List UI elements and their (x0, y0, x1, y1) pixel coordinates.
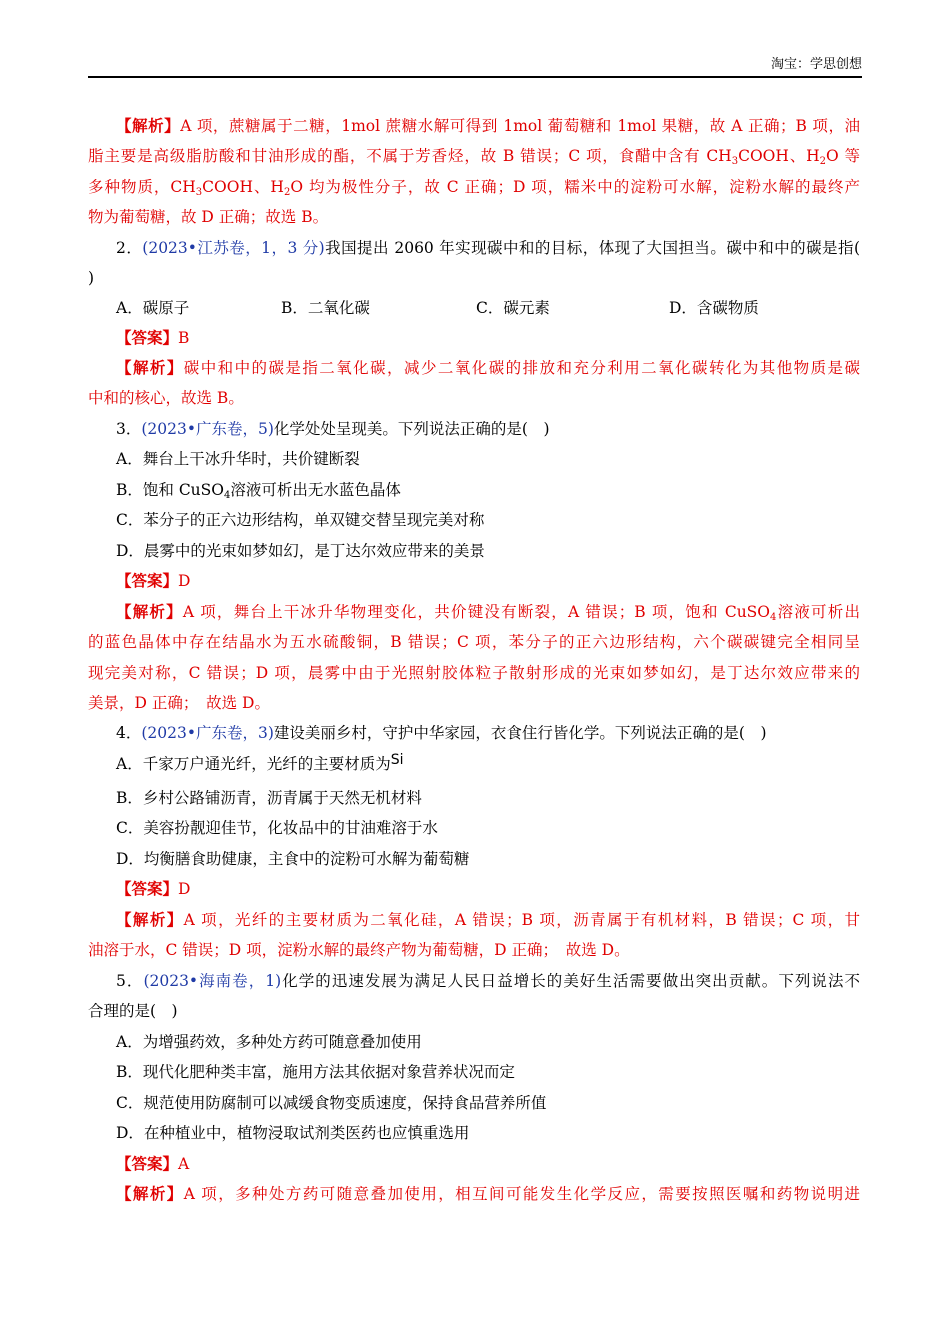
analysis-text: O 等 (826, 147, 860, 165)
analysis-text: 物为葡萄糖，故 D 正确；故选 B。 (88, 208, 329, 226)
analysis-text: COOH、H (202, 178, 284, 196)
question-text: 化学处处呈现美。下列说法正确的是( ) (273, 420, 550, 438)
question-number: 5． (116, 972, 144, 990)
subscript: 4 (770, 612, 777, 623)
analysis-text: A 项，舞台上干冰升华物理变化，共价键没有断裂，A 错误；B 项，饱和 CuSO (182, 603, 771, 621)
q4-analysis-line (116, 909, 860, 931)
q5-option-d (116, 1122, 469, 1144)
q3-stem (116, 418, 550, 440)
q5-option-b (116, 1061, 515, 1083)
option-text: C．苯分子的正六边形结构，单双键交替呈现完美对称 (116, 511, 485, 529)
analysis-tag: 【解析】 (116, 602, 183, 621)
q2-analysis-line (116, 357, 860, 379)
q3-answer (116, 570, 190, 592)
analysis-text: 多种物质，CH (88, 178, 196, 196)
analysis-text: A 项，光纤的主要材质为二氧化硅，A 错误；B 项，沥青属于有机材料，B 错误；C 项，甘 (183, 911, 860, 929)
answer-value: D (178, 880, 191, 898)
option-text: D．晨雾中的光束如梦如幻，是丁达尔效应带来的美景 (116, 542, 485, 560)
q4-answer (116, 878, 190, 900)
answer-value: D (178, 572, 191, 590)
analysis-text: A 项，多种处方药可随意叠加使用，相互间可能发生化学反应，需要按照医嘱和药物说明进 (183, 1185, 860, 1203)
q5-stem (116, 970, 860, 992)
q2-stem-cont (88, 267, 94, 289)
q2-answer (116, 327, 189, 349)
analysis-text: 美景，D 正确； 故选 D。 (88, 694, 270, 712)
q1-analysis-line (116, 115, 860, 137)
q1-analysis-line (88, 176, 860, 198)
option-text: D．在种植业中，植物浸取试剂类医药也应慎重选用 (116, 1124, 470, 1142)
question-source: (2023•广东卷，5) (141, 420, 274, 438)
option-b: B．二氧化碳 (281, 299, 370, 317)
q3-analysis-line (116, 601, 860, 623)
answer-tag: 【答案】 (116, 879, 179, 898)
analysis-text: 碳中和中的碳是指二氧化碳，减少二氧化碳的排放和充分利用二氧化碳转化为其他物质是碳 (183, 359, 860, 377)
q4-option-a (116, 753, 403, 775)
question-text: 合理的是( ) (88, 1002, 178, 1020)
answer-tag: 【答案】 (116, 1154, 179, 1173)
question-text: 化学的迅速发展为满足人民日益增长的美好生活需要做出突出贡献。下列说法不 (281, 972, 860, 990)
option-c: C．碳元素 (476, 299, 550, 317)
answer-value: B (178, 329, 190, 347)
option-text: D．均衡膳食助健康，主食中的淀粉可水解为葡萄糖 (116, 850, 470, 868)
option-text: C．美容扮靓迎佳节，化妆品中的甘油难溶于水 (116, 819, 438, 837)
question-number: 3． (116, 420, 142, 438)
formula-si: Si (390, 752, 404, 768)
q4-stem (116, 722, 767, 744)
q5-answer (116, 1153, 189, 1175)
q4-option-c (116, 817, 438, 839)
subscript: 4 (224, 490, 231, 501)
subscript: 3 (195, 187, 203, 198)
q3-analysis-line (88, 692, 270, 714)
q2-stem (116, 237, 860, 259)
option-text: C．规范使用防腐制可以减缓食物变质速度，保持食品营养所值 (116, 1094, 547, 1112)
option-a: A．碳原子 (116, 299, 190, 317)
analysis-text: 中和的核心，故选 B。 (88, 389, 244, 407)
subscript: 3 (731, 156, 739, 167)
answer-tag: 【答案】 (116, 328, 179, 347)
question-text: 我国提出 2060 年实现碳中和的目标，体现了大国担当。碳中和中的碳是指( (324, 239, 860, 257)
q2-analysis-line (88, 387, 244, 409)
analysis-tag: 【解析】 (116, 116, 181, 135)
analysis-text: 的蓝色晶体中存在结晶水为五水硫酸铜，B 错误；C 项，苯分子的正六边形结构，六个碳碳键完全相同呈 (88, 633, 860, 651)
question-source: (2023•广东卷，3) (141, 724, 274, 742)
question-text: 建设美丽乡村，守护中华家园，衣食住行皆化学。下列说法正确的是( ) (273, 724, 767, 742)
q5-option-c (116, 1092, 546, 1114)
analysis-text: O 均为极性分子，故 C 正确；D 项，糯米中的淀粉可水解，淀粉水解的最终产 (290, 178, 860, 196)
q4-analysis-line (88, 939, 630, 961)
q3-option-b (116, 479, 401, 501)
option-text: B．现代化肥种类丰富，施用方法其依据对象营养状况而定 (116, 1063, 515, 1081)
q5-option-a (116, 1031, 422, 1053)
q2-options (116, 297, 860, 319)
q4-option-d (116, 848, 469, 870)
analysis-text: 油溶于水，C 错误；D 项，淀粉水解的最终产物为葡萄糖，D 正确； 故选 D。 (88, 941, 630, 959)
question-number: 2． (116, 239, 143, 257)
analysis-text: A 项，蔗糖属于二糖，1mol 蔗糖水解可得到 1mol 葡萄糖和 1mol 果糖，故 A 正确；B 项，油 (180, 117, 860, 135)
q3-option-a (116, 448, 360, 470)
answer-tag: 【答案】 (116, 571, 179, 590)
subscript: 2 (819, 156, 826, 167)
analysis-text: COOH、H (738, 147, 820, 165)
q5-analysis-line (116, 1183, 860, 1205)
question-number: 4． (116, 724, 142, 742)
option-text: 溶液可析出无水蓝色晶体 (230, 481, 401, 499)
q1-analysis-line (88, 145, 860, 167)
q4-option-b (116, 787, 422, 809)
q1-analysis-line (88, 206, 328, 228)
question-source: (2023•海南卷，1) (143, 972, 282, 990)
option-text: B．乡村公路铺沥青，沥青属于天然无机材料 (116, 789, 422, 807)
analysis-text: 脂主要是高级脂肪酸和甘油形成的酯，不属于芳香烃，故 B 错误；C 项，食醋中含有 CH (88, 147, 732, 165)
q3-option-d (116, 540, 485, 562)
analysis-tag: 【解析】 (116, 1184, 184, 1203)
option-text: A．千家万户通光纤，光纤的主要材质为 (116, 755, 391, 773)
option-text: B．饱和 CuSO (116, 481, 224, 499)
question-source: (2023•江苏卷，1，3 分) (142, 239, 325, 257)
question-text: ) (88, 269, 95, 287)
option-text: A．为增强药效，多种处方药可随意叠加使用 (116, 1033, 422, 1051)
page-header (88, 56, 862, 78)
subscript: 2 (283, 187, 291, 198)
analysis-tag: 【解析】 (116, 910, 184, 929)
answer-value: A (178, 1155, 190, 1173)
analysis-text: 现完美对称，C 错误；D 项，晨雾中由于光照射胶体粒子散射形成的光束如梦如幻，是丁达尔效应带来的 (88, 664, 860, 682)
header-text: 淘宝：学思创想 (770, 57, 862, 72)
q3-analysis-line (88, 631, 860, 653)
q3-analysis-line (88, 662, 860, 684)
analysis-tag: 【解析】 (116, 358, 184, 377)
analysis-text: 溶液可析出 (776, 603, 860, 621)
option-d: D．含碳物质 (669, 299, 759, 317)
q3-option-c (116, 509, 484, 531)
option-text: A．舞台上干冰升华时，共价键断裂 (116, 450, 360, 468)
q5-stem-cont (88, 1000, 178, 1022)
